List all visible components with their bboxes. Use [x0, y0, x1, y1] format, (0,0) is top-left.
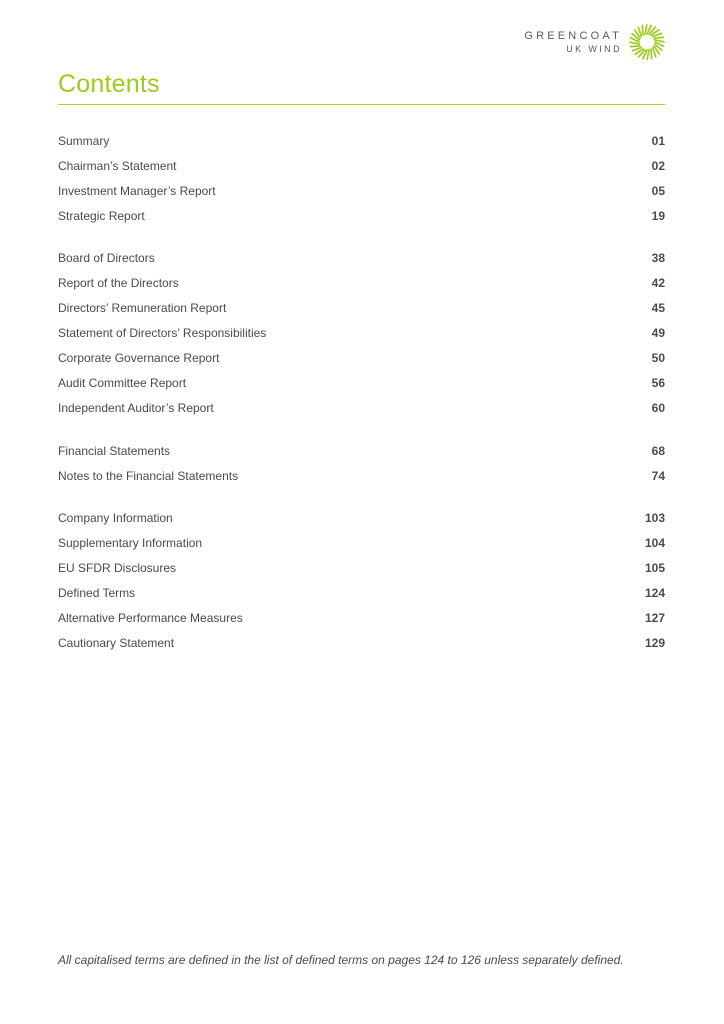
toc-entry-page-number: 42 [651, 276, 665, 290]
toc-entry[interactable] [58, 346, 665, 371]
toc-entry[interactable] [58, 531, 665, 556]
toc-entry[interactable] [58, 371, 665, 396]
toc-group [58, 506, 665, 656]
sunburst-ray [642, 26, 643, 35]
toc-entry-label: Chairman’s Statement [58, 158, 177, 173]
toc-group [58, 438, 665, 488]
sunburst-ray [645, 25, 647, 34]
logo-line-2: UK WIND [566, 43, 622, 54]
toc-entry-page-number: 129 [644, 636, 665, 650]
toc-entry[interactable] [58, 128, 665, 153]
toc-entry[interactable] [58, 463, 665, 488]
toc-entry-page-number: 124 [644, 586, 665, 600]
toc-entry-label: Board of Directors [58, 251, 155, 265]
toc-entry[interactable] [58, 438, 665, 463]
toc-entry[interactable] [58, 506, 665, 531]
company-logo [524, 22, 666, 62]
toc-entry-page-number: 02 [651, 158, 665, 173]
toc-entry[interactable] [58, 631, 665, 656]
toc-entry-page-number: 05 [651, 183, 665, 198]
toc-entry-label: Alternative Performance Measures [58, 611, 243, 625]
toc-entry-label: Report of the Directors [58, 276, 179, 290]
toc-entry-page-number: 103 [644, 511, 665, 525]
logo-wordmark [524, 31, 622, 54]
toc-group [58, 128, 665, 228]
toc-entry-page-number: 01 [651, 133, 665, 148]
toc-entry[interactable] [58, 296, 665, 321]
toc-entry[interactable] [58, 153, 665, 178]
toc-entry-page-number: 68 [651, 443, 665, 458]
toc-entry-label: Corporate Governance Report [58, 351, 220, 365]
toc-entry[interactable] [58, 606, 665, 631]
toc-entry-label: Defined Terms [58, 586, 136, 600]
toc-entry[interactable] [58, 321, 665, 346]
toc-entry[interactable] [58, 581, 665, 606]
toc-entry-label: Cautionary Statement [58, 636, 175, 650]
page-title: Contents [58, 70, 160, 98]
sunburst-ray [654, 37, 663, 38]
toc-entry-page-number: 127 [644, 611, 665, 625]
toc-entry-label: EU SFDR Disclosures [58, 561, 177, 575]
toc-entry-page-number: 50 [651, 351, 665, 365]
title-divider [58, 104, 665, 105]
toc-entry-label: Company Information [58, 511, 173, 525]
sunburst-ray [630, 42, 639, 44]
toc-entry-page-number: 38 [651, 251, 665, 265]
toc-entry-label: Independent Auditor’s Report [58, 401, 214, 415]
toc-entry[interactable] [58, 246, 665, 271]
sunburst-logo-icon [628, 23, 666, 61]
sunburst-ray [651, 49, 652, 58]
toc-entry-label: Financial Statements [58, 443, 171, 458]
toc-group [58, 246, 665, 421]
toc-entry[interactable] [58, 556, 665, 581]
toc-entry-page-number: 104 [644, 536, 665, 550]
sunburst-ray [631, 46, 640, 47]
toc-entry[interactable] [58, 396, 665, 421]
toc-entry-page-number: 60 [651, 401, 665, 415]
toc-entry[interactable] [58, 271, 665, 296]
footnote: All capitalised terms are defined in the list of defined terms on pages 124 to 126 unless separately defined. [58, 953, 624, 967]
toc-entry-label: Strategic Report [58, 208, 145, 223]
toc-entry-label: Investment Manager’s Report [58, 183, 216, 198]
toc-entry-label: Supplementary Information [58, 536, 203, 550]
toc-entry-label: Statement of Directors’ Responsibilities [58, 326, 267, 340]
toc-entry-page-number: 45 [651, 301, 665, 315]
toc-entry-page-number: 49 [651, 326, 665, 340]
toc-entry-label: Notes to the Financial Statements [58, 468, 239, 483]
sunburst-ray [647, 50, 649, 59]
toc-entry-label: Audit Committee Report [58, 376, 187, 390]
toc-entry-label: Summary [58, 133, 110, 148]
sunburst-ray [655, 40, 664, 42]
toc-entry-page-number: 56 [651, 376, 665, 390]
toc-entry[interactable] [58, 203, 665, 228]
logo-line-1: GREENCOAT [524, 29, 622, 42]
toc-entry-page-number: 105 [644, 561, 665, 575]
toc-entry-page-number: 19 [651, 208, 665, 223]
toc-entry[interactable] [58, 178, 665, 203]
toc-entry-page-number: 74 [651, 468, 665, 483]
toc-entry-label: Directors’ Remuneration Report [58, 301, 227, 315]
table-of-contents [58, 128, 665, 673]
